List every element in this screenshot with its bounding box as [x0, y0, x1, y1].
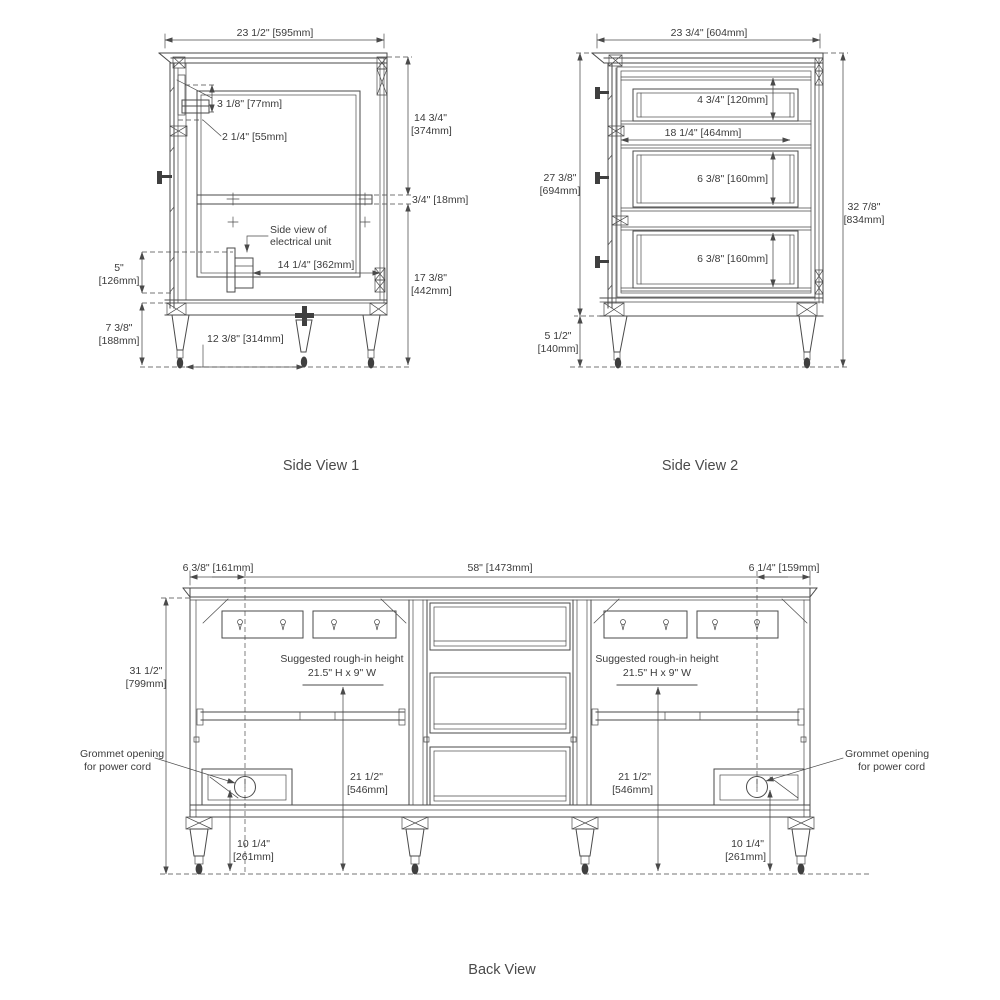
bv-legs	[190, 829, 810, 875]
bv-cabinet-structure	[160, 588, 872, 875]
note-grommet-right-1: Grommet opening	[845, 748, 930, 760]
dim-bv-height-mm: [799mm]	[125, 678, 167, 690]
x-box	[604, 303, 624, 316]
dim-sv2-leg-height-in: 5 1/2"	[544, 330, 572, 342]
dim-sv1-lower-height-mm: [442mm]	[411, 285, 452, 297]
dim-sv1-upper-height-mm: [374mm]	[411, 125, 452, 137]
title-side-view-2: Side View 2	[661, 458, 739, 474]
back-view	[80, 562, 929, 875]
dim-bv-grommet-height-right-in: 10 1/4"	[731, 838, 764, 850]
fastener-marks	[194, 737, 806, 742]
dim-sv1-leg-zone-mm: [188mm]	[98, 335, 140, 347]
dim-sv2-total-height-in: 32 7/8"	[847, 201, 881, 213]
x-box	[186, 817, 212, 829]
dim-sv2-leg-height-mm: [140mm]	[537, 343, 579, 355]
note-rough-in-right-1: Suggested rough-in height	[595, 653, 719, 665]
shelf-screw-marks	[227, 193, 371, 227]
sv1-leg-right	[363, 315, 380, 369]
dim-sv1-door-gap: 2 1/4" [55mm]	[222, 131, 288, 143]
x-box	[402, 817, 428, 829]
side-view-1	[99, 27, 469, 369]
sv2-leg-left	[610, 316, 627, 369]
electrical-unit	[227, 248, 253, 292]
dim-sv1-shelf-thickness: 3/4" [18mm]	[412, 194, 469, 206]
note-grommet-right-2: for power cord	[858, 761, 926, 773]
sv1-leg-left	[172, 315, 189, 369]
dim-sv2-cab-height-mm: [694mm]	[539, 185, 581, 197]
dim-sv1-lower-height-in: 17 3/8"	[414, 272, 447, 284]
note-rough-in-right-2: 21.5" H x 9" W	[622, 667, 692, 679]
dim-bv-left-offset: 6 3/8" [161mm]	[182, 562, 254, 574]
dim-sv1-width: 23 1/2" [595mm]	[236, 27, 314, 39]
dim-bv-grommet-height-left-in: 10 1/4"	[237, 838, 270, 850]
dim-sv1-elec-width: 14 1/4" [362mm]	[277, 259, 355, 271]
dim-sv1-leg-zone-in: 7 3/8"	[105, 322, 133, 334]
x-box	[788, 817, 814, 829]
title-side-view-1: Side View 1	[282, 458, 360, 474]
note-rough-in-left-1: Suggested rough-in height	[280, 653, 404, 665]
dim-sv2-cab-height-in: 27 3/8"	[543, 172, 577, 184]
side-view-2	[538, 27, 885, 369]
keyhole-brackets	[222, 611, 778, 638]
shelf	[197, 195, 372, 204]
keyhole-icon	[238, 620, 760, 631]
x-box	[370, 303, 387, 315]
dim-bv-height-in: 31 1/2"	[129, 665, 163, 677]
sv1-dimensions	[99, 27, 469, 367]
title-back-view: Back View	[468, 962, 536, 978]
dim-sv1-bottom-depth: 12 3/8" [314mm]	[207, 333, 284, 345]
dim-sv1-upper-height-in: 14 3/4"	[414, 112, 447, 124]
drawer-knobs	[595, 87, 609, 268]
dim-bv-rough-height-right-mm: [546mm]	[612, 784, 653, 796]
x-box	[377, 69, 387, 95]
x-box	[612, 216, 628, 225]
x-box	[170, 126, 187, 136]
dim-sv2-opening: 18 1/4" [464mm]	[664, 127, 742, 139]
grommet-box-right	[714, 769, 804, 805]
dim-sv2-drawer3: 6 3/8" [160mm]	[697, 253, 768, 265]
dim-sv2-total-height-mm: [834mm]	[843, 214, 885, 226]
dim-bv-grommet-height-left-mm: [261mm]	[233, 851, 274, 863]
x-box	[797, 303, 817, 316]
dim-bv-rough-height-left-in: 21 1/2"	[350, 771, 383, 783]
x-box	[572, 817, 598, 829]
support-rails	[197, 709, 804, 725]
sv2-leg-right	[799, 316, 816, 369]
dim-sv1-elec-height-in: 5"	[114, 262, 124, 274]
note-grommet-left-1: Grommet opening	[80, 748, 165, 760]
dim-sv2-width: 23 3/4" [604mm]	[670, 27, 748, 39]
grommet-box-left	[202, 769, 292, 805]
dim-bv-rough-height-left-mm: [546mm]	[347, 784, 388, 796]
x-box	[167, 303, 186, 315]
note-rough-in-left-2: 21.5" H x 9" W	[307, 667, 377, 679]
dim-sv2-drawer1: 4 3/4" [120mm]	[697, 94, 768, 106]
note-electrical-1: Side view of	[270, 224, 327, 236]
dim-bv-width: 58" [1473mm]	[467, 562, 533, 574]
note-electrical-2: electrical unit	[270, 236, 332, 248]
sv1-leg-middle	[295, 306, 314, 368]
note-grommet-left-2: for power cord	[84, 761, 152, 773]
dim-bv-grommet-height-right-mm: [261mm]	[725, 851, 766, 863]
bv-drawers	[430, 603, 570, 805]
x-box	[609, 55, 622, 66]
dim-sv1-hang-depth: 3 1/8" [77mm]	[217, 98, 283, 110]
door-hatch-ticks	[170, 87, 174, 292]
dim-sv1-elec-height-mm: [126mm]	[98, 275, 140, 287]
dim-bv-right-offset: 6 1/4" [159mm]	[748, 562, 820, 574]
dim-bv-rough-height-right-in: 21 1/2"	[618, 771, 651, 783]
dim-sv2-drawer2: 6 3/8" [160mm]	[697, 173, 768, 185]
